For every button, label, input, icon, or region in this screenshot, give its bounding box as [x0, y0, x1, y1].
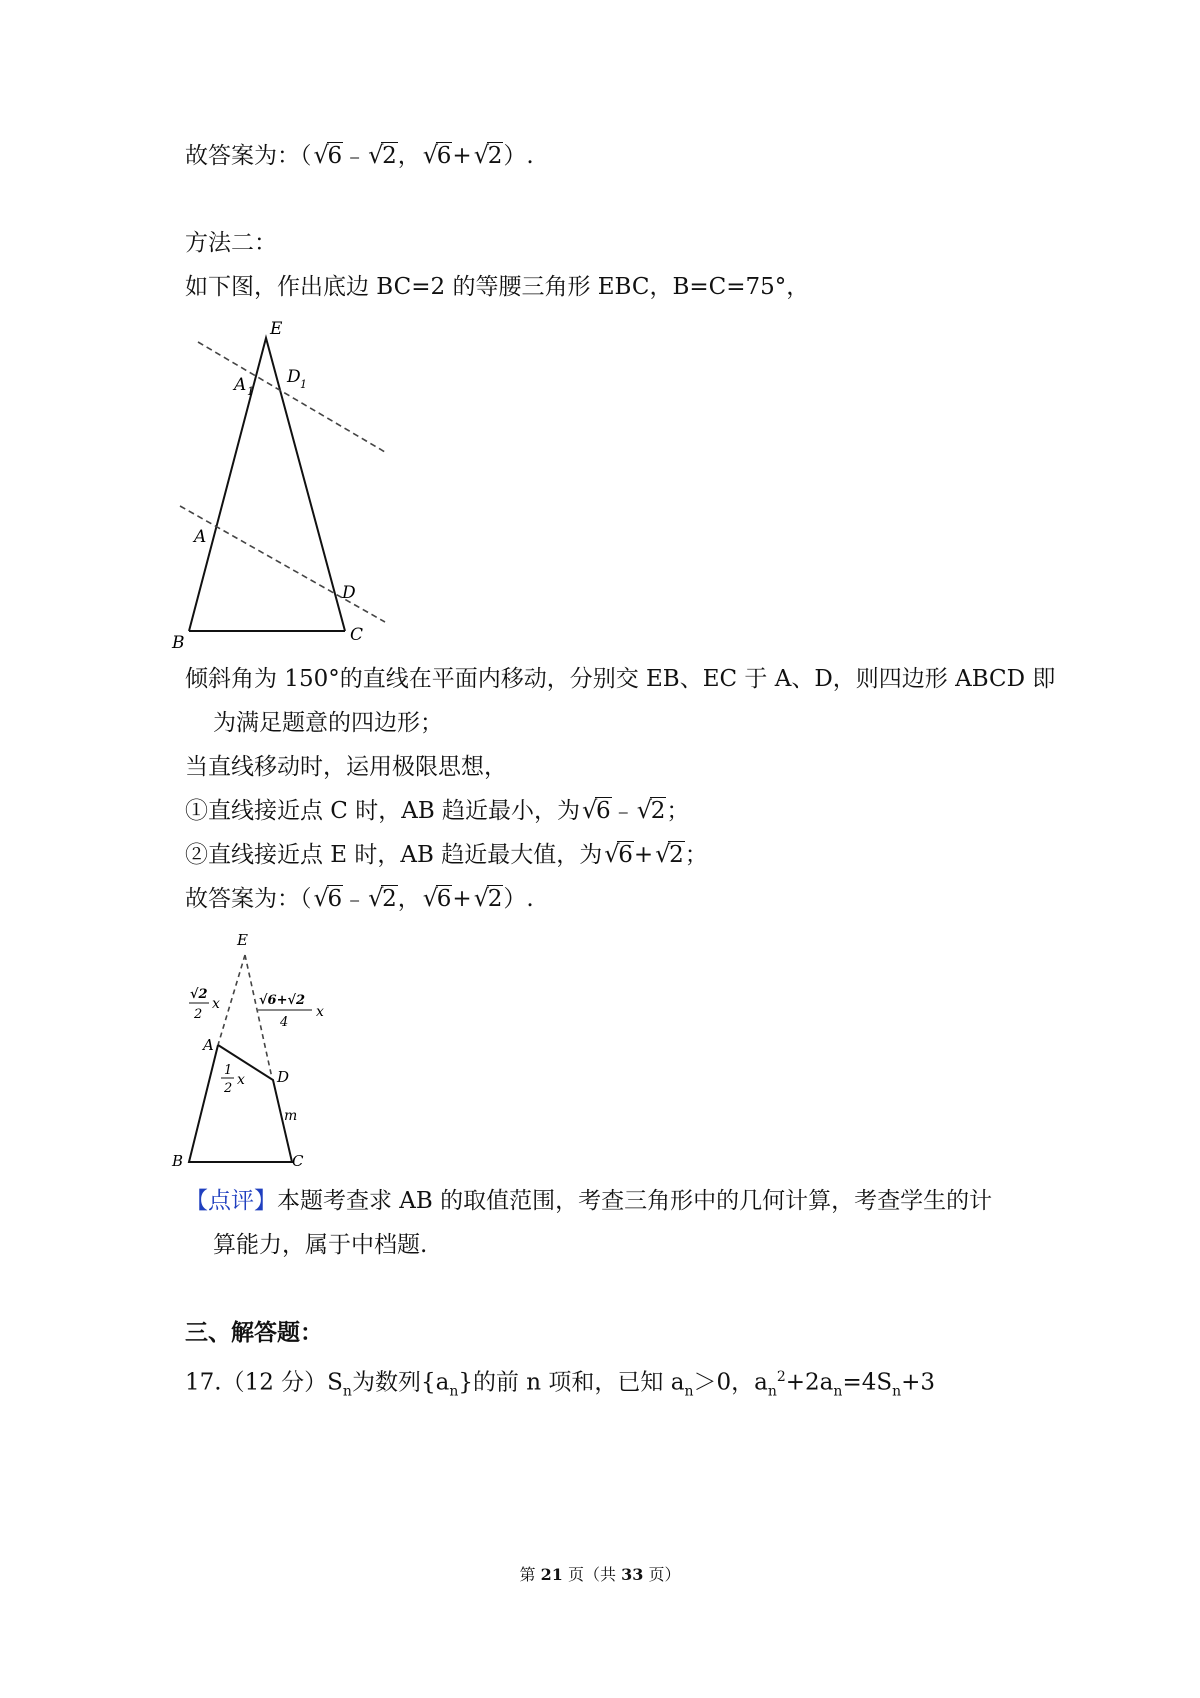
label-E: E [237, 931, 248, 949]
label-B: B [172, 633, 185, 653]
total-pages: 33 [621, 1565, 644, 1584]
svg-text:2: 2 [224, 1081, 233, 1096]
comment-line-2: 算能力，属于中档题. [213, 1232, 428, 1258]
answer-line-1: 故答案为：（√ 6﹣√ 2，√ 6+√ 2）. [185, 141, 534, 171]
label-C: C [350, 625, 364, 645]
section-3-title: 三、解答题： [185, 1320, 323, 1346]
label-m: m [284, 1108, 298, 1124]
svg-text:2: 2 [194, 1007, 203, 1022]
page-number: 21 [540, 1565, 563, 1584]
comment-line-1: 【点评】本题考查求 AB 的取值范围，考查三角形中的几何计算，考查学生的计 [185, 1188, 993, 1214]
item-1: ①直线接近点 C 时，AB 趋近最小，为√ 6﹣√ 2； [185, 796, 689, 826]
label-E: E [270, 319, 283, 339]
frac-right [258, 993, 324, 1030]
svg-text:√2: √2 [190, 987, 208, 1002]
svg-text:√6+√2: √6+√2 [259, 993, 306, 1008]
label-B: B [172, 1152, 184, 1170]
svg-text:x: x [237, 1072, 245, 1088]
label-D: D [277, 1068, 290, 1086]
sqrt-6: √ 6 [314, 141, 344, 171]
item-2: ②直线接近点 E 时，AB 趋近最大值，为√ 6+√ 2； [185, 840, 708, 870]
svg-text:x: x [316, 1004, 324, 1020]
answer-prefix: 故答案为：（ [185, 143, 312, 169]
label-D: D [342, 583, 356, 603]
svg-text:1: 1 [300, 378, 307, 391]
label-C: C [292, 1152, 304, 1170]
frac-mid [221, 1063, 245, 1096]
svg-text:1: 1 [247, 385, 254, 398]
label-D1: D [287, 367, 301, 387]
frac-left [189, 987, 220, 1022]
svg-text:x: x [212, 996, 220, 1012]
para-1-line-2: 为满足题意的四边形； [213, 710, 443, 736]
figure-2-quadrilateral [170, 930, 370, 1180]
sqrt-2: √ 2 [474, 141, 504, 171]
label-A: A [194, 527, 207, 547]
method-2-title: 方法二： [185, 230, 277, 256]
svg-text:4: 4 [280, 1015, 289, 1030]
answer-line-2: 故答案为：（√ 6﹣√ 2，√ 6+√ 2）. [185, 884, 534, 914]
label-A1: A [234, 375, 247, 395]
question-17: 17.（12 分）$S_n$为数列$\{a_n\}$的前 n 项和，已知 $a_n>0$，$a_n^2+2a_n=4S_n+3$ [185, 1369, 936, 1400]
para-1-line-1: 倾斜角为 150°的直线在平面内移动，分别交 EB、EC 于 A、D，则四边形 ABCD 即 [185, 666, 1056, 692]
svg-text:1: 1 [224, 1063, 233, 1078]
page-footer: 第 21 页（共 33 页） [519, 1565, 681, 1584]
comment-tag: 【点评】 [185, 1188, 277, 1214]
sqrt-2: √ 2 [368, 141, 398, 171]
label-A: A [203, 1036, 214, 1054]
figure-1-triangle [170, 318, 430, 658]
intro-text: 如下图，作出底边 BC=2 的等腰三角形 EBC，B=C=75°， [185, 274, 810, 300]
sqrt-6: √ 6 [423, 141, 453, 171]
para-2: 当直线移动时，运用极限思想， [185, 754, 507, 780]
